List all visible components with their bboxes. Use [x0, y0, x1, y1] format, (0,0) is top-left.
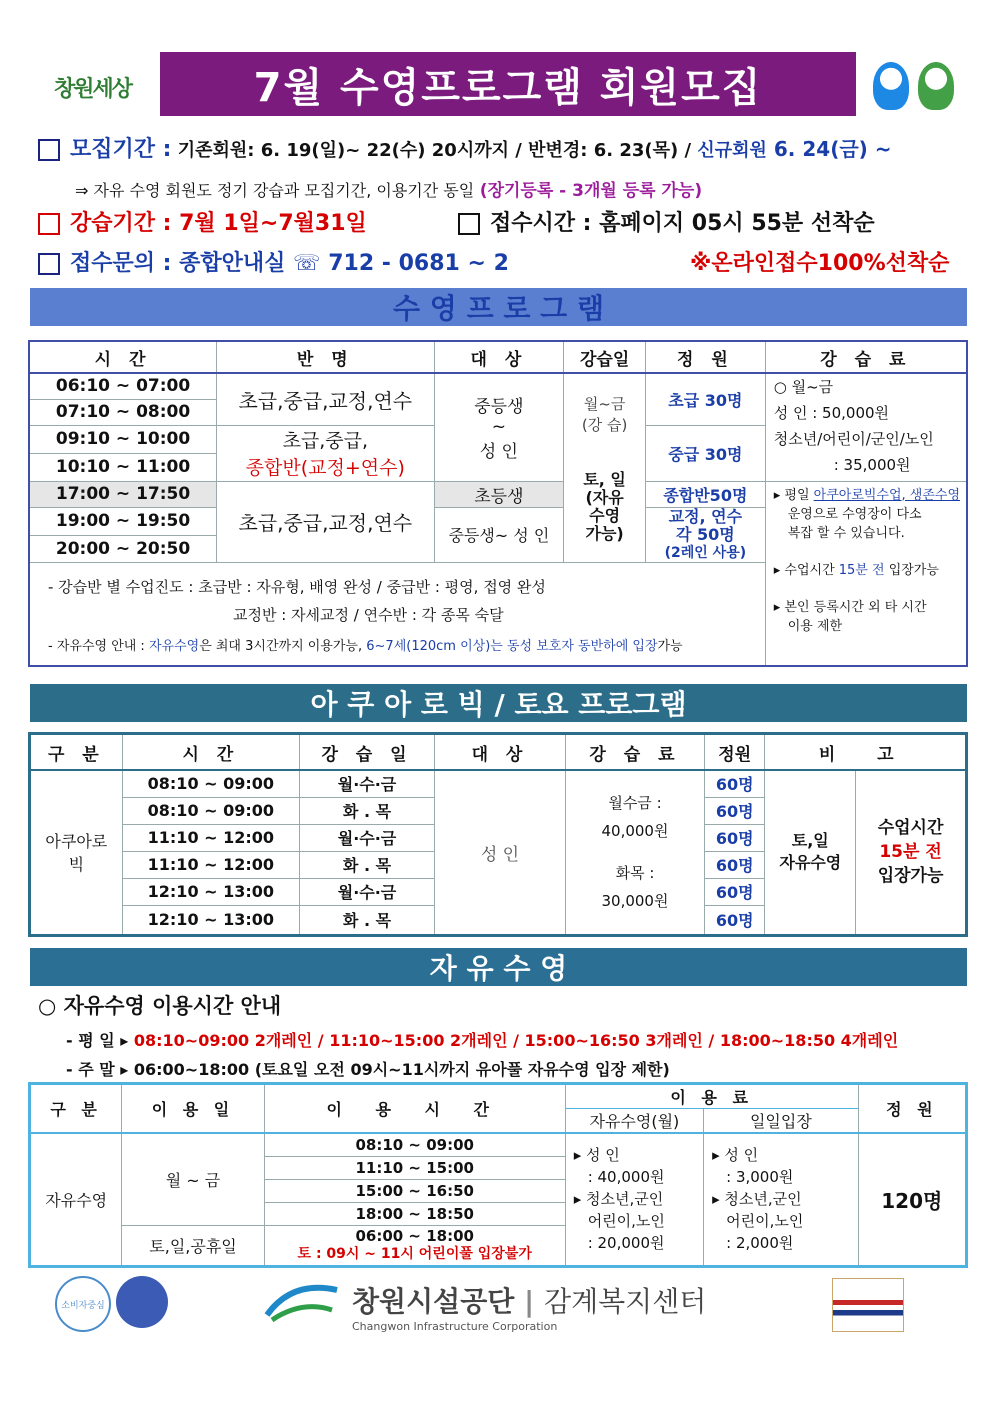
fee-month-cell: ▸ 성 인 : 40,000원 ▸ 청소년,군인 어린이,노인 : 20,000원	[565, 1133, 703, 1266]
time-cell: 06:10 ~ 07:00	[29, 373, 217, 399]
fee-day-cell: ▸ 성 인 : 3,000원 ▸ 청소년,군인 어린이,노인 : 2,000원	[704, 1133, 858, 1266]
capacity-cell: 120명	[858, 1133, 966, 1266]
fee-cell: 월수금 : 40,000원 화목 : 30,000원	[565, 770, 704, 935]
th-fee: 이 용 료	[565, 1084, 858, 1109]
time-cell: 08:10 ~ 09:00	[264, 1133, 565, 1156]
weekend-cell: 토,일,공휴일	[122, 1225, 264, 1266]
mascot-green-icon	[918, 62, 954, 110]
target-cell: 중등생 ~ 성 인	[434, 373, 564, 481]
time-cell: 07:10 ~ 08:00	[29, 399, 217, 425]
time-cell: 19:00 ~ 19:50	[29, 507, 217, 536]
day-cell: 월·수·금	[300, 878, 435, 905]
notes-cell: ▸ 평일 아쿠아로빅수업, 생존수영 운영으로 수영장이 다소 복잡 할 수 있습니다. ▸ 수업시간 15분 전 입장가능 ▸ 본인 등록시간 외 타 시간 이용 제한	[765, 481, 967, 666]
capacity-cell: 60명	[705, 824, 765, 851]
class-cell: 초급,중급,교정,연수	[217, 373, 434, 425]
th-days: 강 습 일	[300, 734, 435, 771]
time-cell: 12:10 ~ 13:00	[122, 878, 299, 905]
section-swim-program-title: 수 영 프 로 그 램	[30, 288, 967, 326]
info-line-reception: 접수시간 : 홈페이지 05시 55분 선착순	[458, 206, 875, 237]
day-cell: 화 . 목	[300, 851, 435, 878]
th-capacity: 정 원	[646, 341, 766, 373]
th-class: 반 명	[217, 341, 434, 373]
target-cell: 성 인	[435, 770, 566, 935]
class-cell: 초급,중급,교정,연수	[217, 481, 434, 562]
target-cell: 초등생	[434, 481, 564, 507]
weekend-time-cell: 06:00 ~ 18:00 토 : 09시 ~ 11시 어린이풀 입장불가	[264, 1225, 565, 1266]
th-fee: 강 습 료	[765, 341, 967, 373]
capacity-cell: 교정, 연수 각 50명 (2레인 사용)	[646, 507, 766, 562]
organization-english-name: Changwon Infrastructure Corporation	[352, 1320, 558, 1333]
corporation-logo-icon	[262, 1280, 342, 1330]
remark-entry: 수업시간 15분 전 입장가능	[856, 770, 967, 935]
section-aquarobic-title: 아 쿠 아 로 빅 / 토요 프로그램	[30, 684, 967, 722]
capacity-cell: 중급 30명	[646, 425, 766, 481]
day-cell: 월·수·금	[300, 770, 435, 797]
page-title: 7월 수영프로그램 회원모집	[160, 52, 856, 116]
weekend-hours: - 주 말 ▸ 06:00~18:00 (토요일 오전 09시~11시까지 유아풀 자유수영 입장 제한)	[66, 1060, 670, 1079]
th-capacity: 정원	[705, 734, 765, 771]
category-cell: 자유수영	[30, 1133, 122, 1266]
class-cell: 초급,중급, 종합반(교정+연수)	[217, 425, 434, 481]
days-cell: 월~금 (강 습)	[564, 373, 646, 453]
section-free-swim-title: 자 유 수 영	[30, 948, 967, 986]
free-swim-subtitle: ○ 자유수영 이용시간 안내	[38, 994, 282, 1018]
info-line-inquiry: 접수문의 : 종합안내실 ☏ 712 - 0681 ~ 2	[38, 246, 509, 277]
fee-cell: ○ 월~금 성 인 : 50,000원 청소년/어린이/군인/노인 : 35,000원	[765, 373, 967, 481]
th-time: 이 용 시 간	[264, 1084, 565, 1134]
time-cell: 17:00 ~ 17:50	[29, 481, 217, 507]
th-fee: 강 습 료	[565, 734, 704, 771]
weekday-hours: - 평 일 ▸ 08:10~09:00 2개레인 / 11:10~15:00 2개레인 / 15:00~16:50 3개레인 / 18:00~18:50 4개레인	[66, 1031, 899, 1050]
time-cell: 20:00 ~ 20:50	[29, 536, 217, 562]
capacity-cell: 60명	[705, 878, 765, 905]
capacity-cell: 60명	[705, 797, 765, 824]
time-cell: 08:10 ~ 09:00	[122, 770, 299, 797]
program-notes: - 강습반 별 수업진도 : 초급반 : 자유형, 배영 완성 / 중급반 : 평영, 접영 완성 교정반 : 자세교정 / 연수반 : 각 종목 숙달 - 자유수영 안내 : 자유수영은 최대 3시간까지 이용가능, 6~7세(120cm 이상)는 동성 보호자 동반하에 입장가능	[29, 562, 765, 666]
th-time: 시 간	[122, 734, 299, 771]
th-category: 구 분	[30, 734, 123, 771]
time-cell: 10:10 ~ 11:00	[29, 453, 217, 481]
organization-name: 창원시설공단 | 감계복지센터	[352, 1285, 707, 1318]
time-cell: 12:10 ~ 13:00	[122, 905, 299, 935]
capacity-cell: 초급 30명	[646, 373, 766, 425]
capacity-cell: 종합반50명	[646, 481, 766, 507]
th-remark: 비 고	[765, 734, 967, 771]
time-cell: 09:10 ~ 10:00	[29, 425, 217, 453]
time-cell: 11:10 ~ 15:00	[264, 1156, 565, 1179]
time-cell: 11:10 ~ 12:00	[122, 851, 299, 878]
th-days: 강습일	[564, 341, 646, 373]
th-fee-day: 일일입장	[704, 1109, 858, 1134]
capacity-cell: 60명	[705, 905, 765, 935]
category-cell: 아쿠아로 빅	[30, 770, 123, 935]
day-cell: 화 . 목	[300, 905, 435, 935]
aquarobic-table	[28, 732, 968, 937]
day-cell: 월·수·금	[300, 824, 435, 851]
capacity-cell: 60명	[705, 851, 765, 878]
time-cell: 11:10 ~ 12:00	[122, 824, 299, 851]
time-cell: 15:00 ~ 16:50	[264, 1179, 565, 1202]
changwon-logo: 창원세상	[53, 76, 131, 102]
online-notice: ※온라인접수100%선착순	[690, 251, 950, 276]
target-cell: 중등생~ 성 인	[434, 507, 564, 562]
day-cell: 화 . 목	[300, 797, 435, 824]
days-cell: 토, 일 (자유 수영 가능)	[564, 453, 646, 562]
capacity-cell: 60명	[705, 770, 765, 797]
info-line-free-swim: ⇒ 자유 수영 회원도 정기 강습과 모집기간, 이용기간 동일 (장기등록 - 3개월 등록 가능)	[75, 181, 703, 201]
th-target: 대 상	[435, 734, 566, 771]
th-days: 이 용 일	[122, 1084, 264, 1134]
th-time: 시 간	[29, 341, 217, 373]
weekday-cell: 월 ~ 금	[122, 1133, 264, 1225]
award-emblem-icon	[832, 1278, 904, 1332]
consumer-badge-icon: 소비자중심	[55, 1276, 111, 1332]
swim-program-table	[28, 340, 968, 667]
th-capacity: 정 원	[858, 1084, 966, 1134]
th-fee-month: 자유수영(월)	[565, 1109, 703, 1134]
mascot-blue-icon	[873, 62, 909, 110]
th-target: 대 상	[434, 341, 564, 373]
time-cell: 08:10 ~ 09:00	[122, 797, 299, 824]
certification-badge-icon	[116, 1276, 168, 1328]
th-category: 구 분	[30, 1084, 122, 1134]
info-line-period: 강습기간 : 7월 1일~7월31일	[38, 206, 367, 237]
free-swim-table	[28, 1082, 968, 1268]
mascots	[868, 58, 958, 113]
info-line-recruit: 모집기간 : 기존회원: 6. 19(일)~ 22(수) 20시까지 / 반변경: 6. 23(목) / 신규회원 6. 24(금) ~	[38, 132, 892, 163]
time-cell: 18:00 ~ 18:50	[264, 1202, 565, 1225]
remark-weekend: 토,일 자유수영	[765, 770, 856, 935]
